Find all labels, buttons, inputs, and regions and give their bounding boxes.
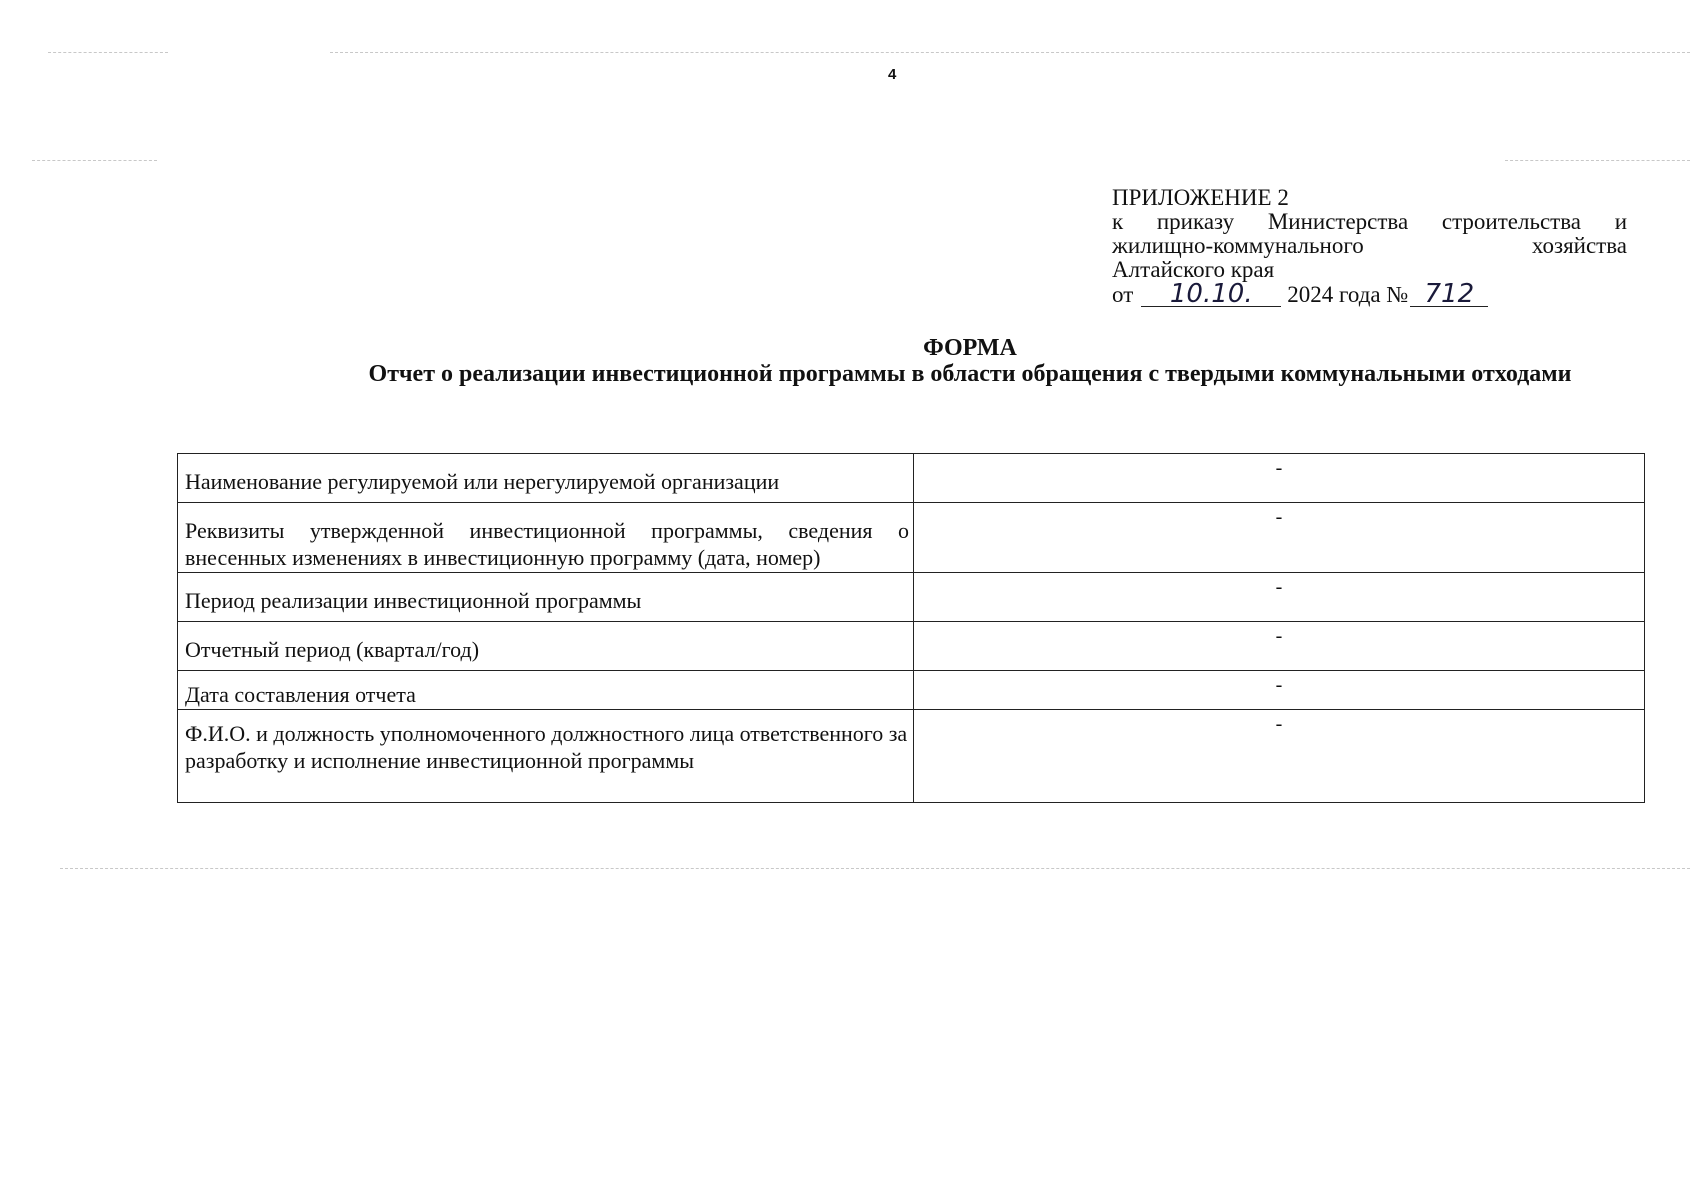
appendix-word: и [1614, 209, 1627, 234]
row-label: Наименование регулируемой или нерегулируемой организации [185, 469, 780, 494]
handwritten-number: 712 [1410, 282, 1488, 307]
appendix-word: к [1112, 209, 1124, 234]
row-label-cell [178, 671, 914, 710]
year-text: 2024 года № [1287, 282, 1409, 307]
appendix-word: строительства [1441, 209, 1581, 234]
appendix-title: ПРИЛОЖЕНИЕ 2 [1112, 185, 1289, 210]
appendix-word: хозяйства [1531, 233, 1627, 258]
row-label-cell [178, 454, 914, 503]
row-value: - [1275, 457, 1283, 479]
form-title: ФОРМА [923, 335, 1017, 361]
row-value: - [1275, 506, 1283, 528]
date-prefix: от [1112, 282, 1134, 307]
appendix-order-line [1112, 210, 1627, 234]
table-row [178, 710, 1645, 803]
scan-line-upper-right [1505, 160, 1690, 161]
row-label-cell [178, 622, 914, 671]
report-table [177, 453, 1645, 803]
row-value: - [1275, 713, 1283, 735]
appendix-block [1112, 186, 1627, 307]
row-label-cell [178, 503, 914, 573]
row-label: Реквизиты утвержденной инвестиционной программы, сведения о внесенных изменениях в инвестиционную программу (дата, номер) [185, 518, 909, 570]
scan-line-top-right [330, 52, 1690, 53]
row-value-cell [914, 454, 1645, 503]
appendix-word: приказу [1156, 209, 1235, 234]
row-label: Ф.И.О. и должность уполномоченного должностного лица ответственного за разработку и исполнение инвестиционной программы [185, 721, 908, 773]
table-row [178, 671, 1645, 710]
row-value-cell [914, 573, 1645, 622]
row-value-cell [914, 622, 1645, 671]
appendix-ministry-line [1112, 234, 1627, 258]
row-value-cell [914, 503, 1645, 573]
row-value: - [1275, 576, 1283, 598]
row-label-cell [178, 573, 914, 622]
row-label: Отчетный период (квартал/год) [185, 637, 480, 662]
row-value-cell [914, 671, 1645, 710]
row-label: Дата составления отчета [185, 682, 416, 707]
form-subtitle: Отчет о реализации инвестиционной программы в области обращения с твердыми коммунальными отходами [368, 361, 1572, 387]
handwritten-date: 10.10. [1141, 282, 1281, 307]
table-row [178, 622, 1645, 671]
scan-line-upper-left [32, 160, 157, 161]
appendix-region-line: Алтайского края [1112, 257, 1275, 282]
scan-line-lower [60, 868, 1690, 869]
table-row [178, 503, 1645, 573]
row-label: Период реализации инвестиционной программы [185, 588, 642, 613]
appendix-word: жилищно-коммунального [1112, 233, 1364, 258]
row-value: - [1275, 674, 1283, 696]
scan-line-top-left [48, 52, 168, 53]
table-row [178, 573, 1645, 622]
row-label-cell [178, 710, 914, 803]
page-number: 4 [888, 66, 897, 83]
appendix-date-line [1112, 279, 1627, 309]
row-value: - [1275, 625, 1283, 647]
row-value-cell [914, 710, 1645, 803]
table-row [178, 454, 1645, 503]
appendix-word: Министерства [1267, 209, 1409, 234]
